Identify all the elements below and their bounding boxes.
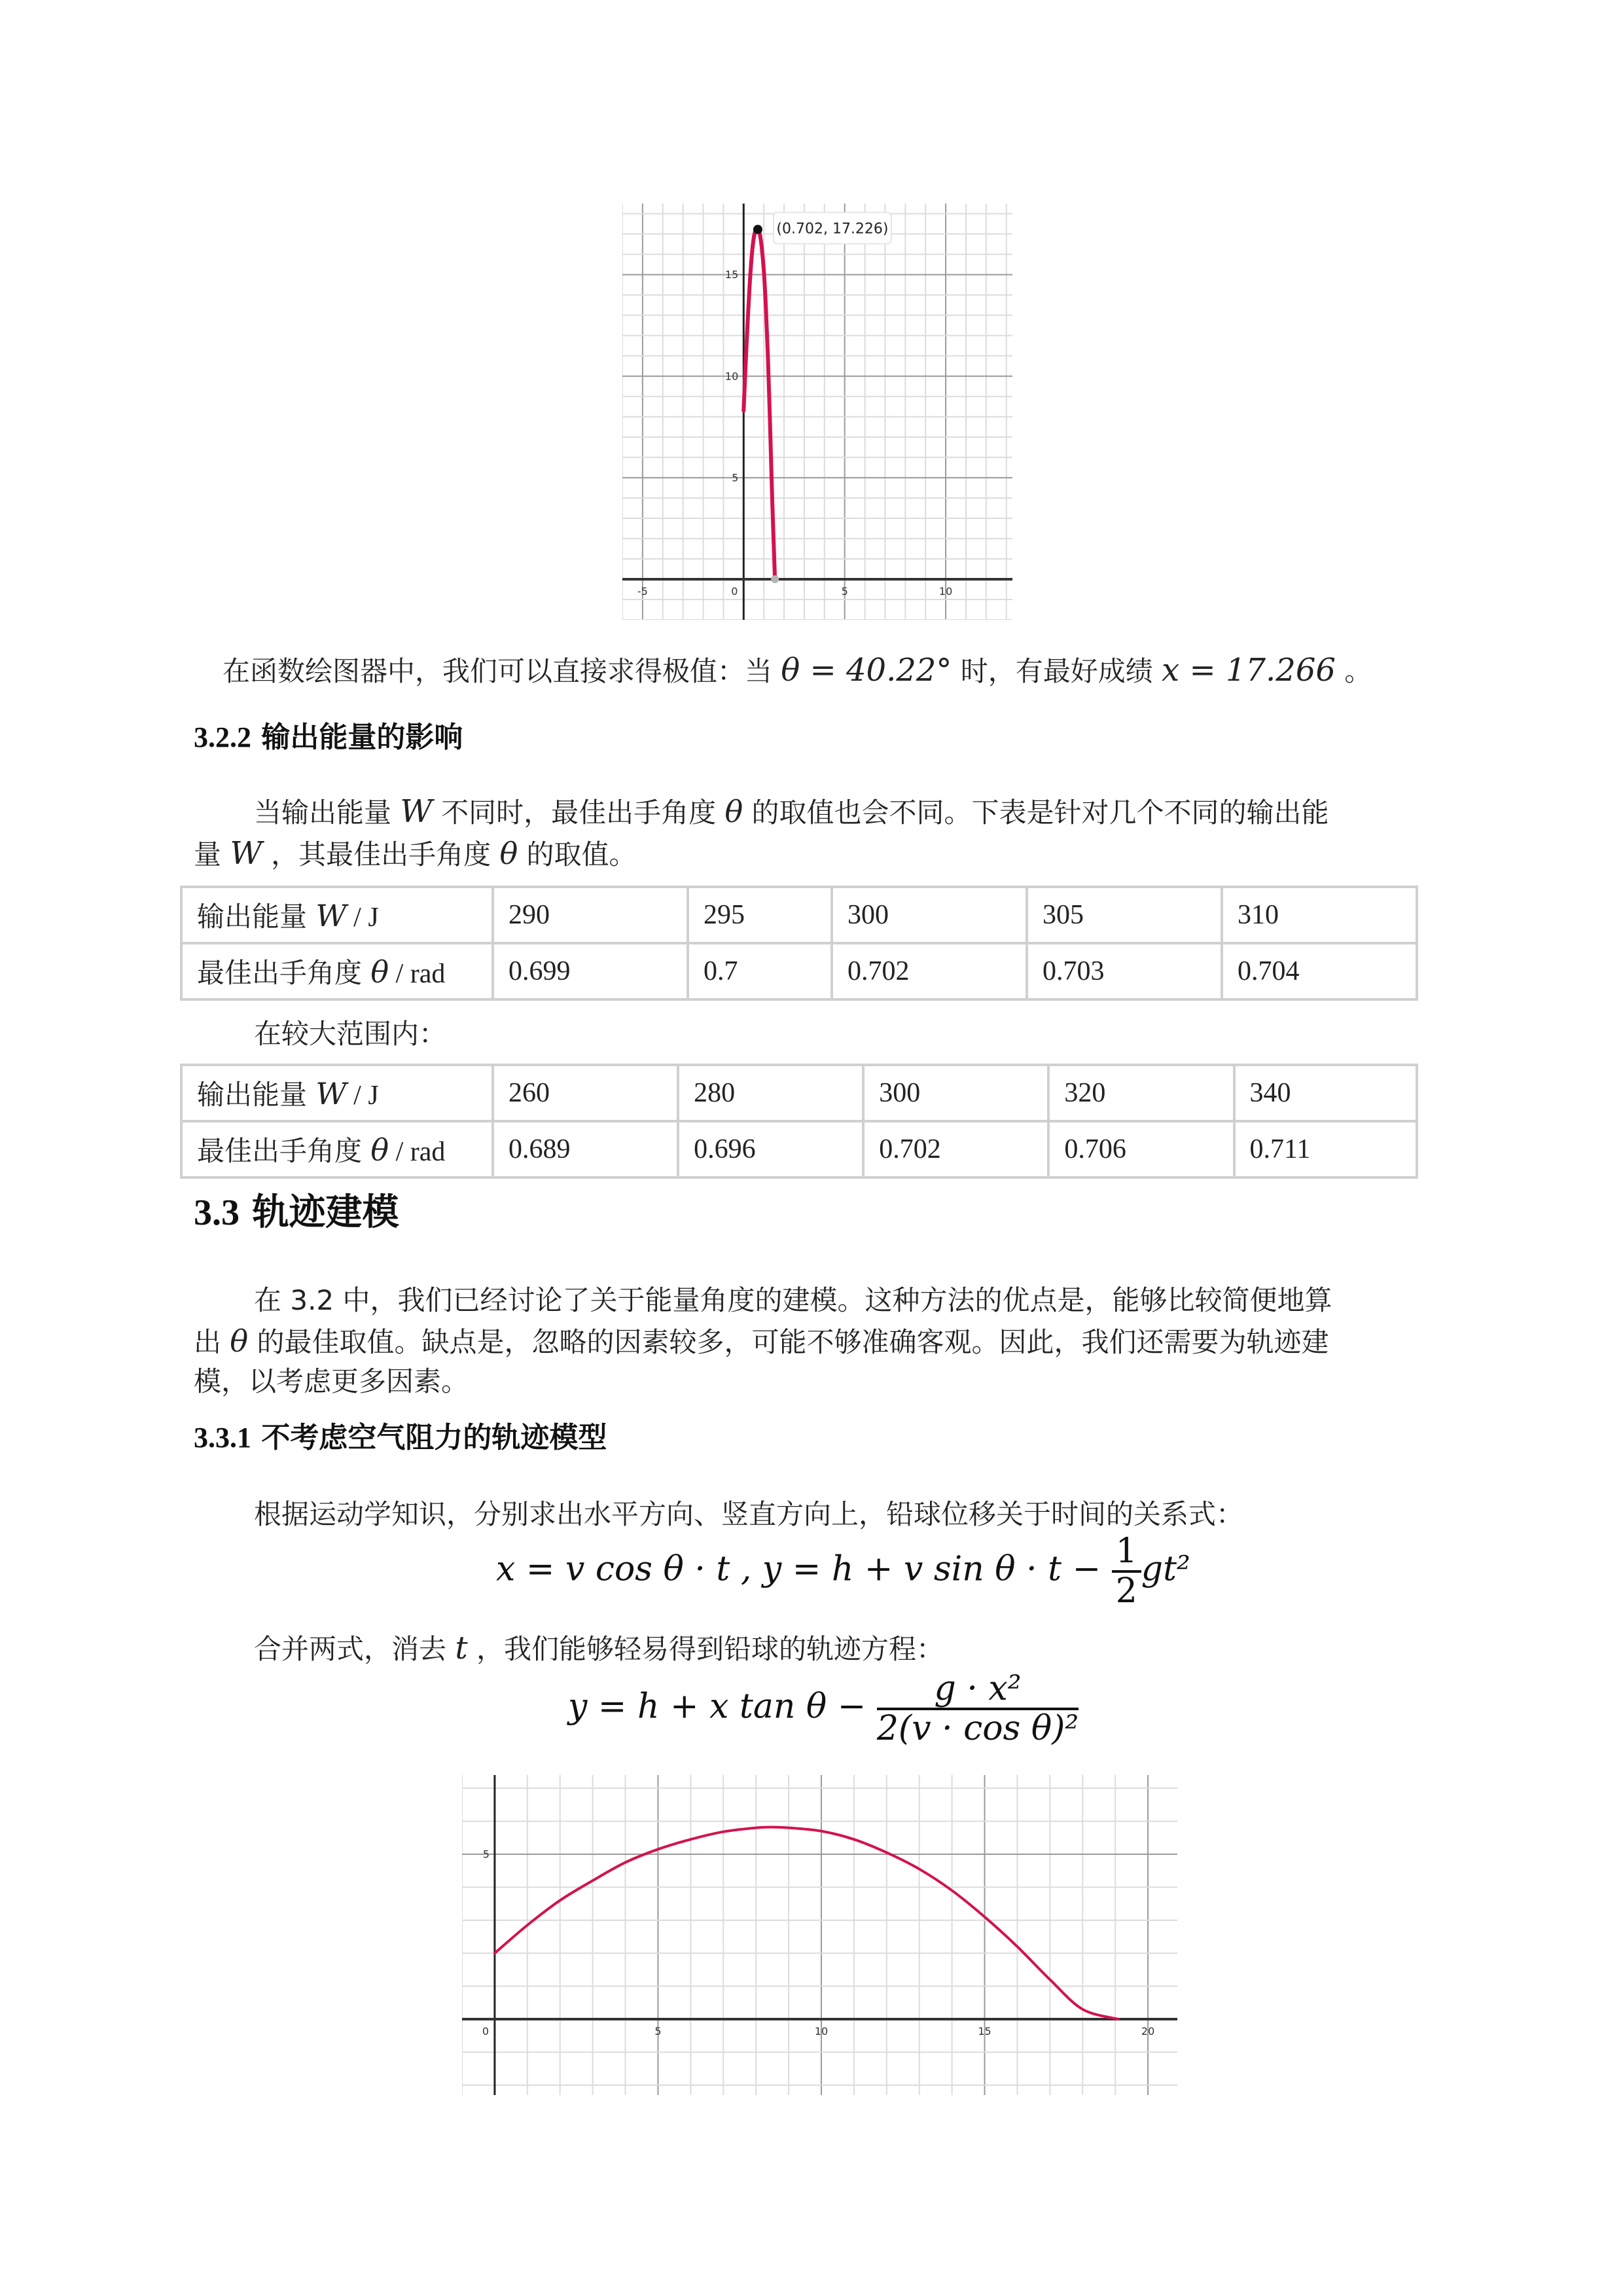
extremum-sentence [223,649,1372,692]
math-symbol-theta: θ [499,836,518,871]
extremum-text-before: 在函数绘图器中，我们可以直接求得极值：当 [223,655,773,687]
extremum-text-after: 。 [1344,655,1372,687]
energy-angle-table-narrow [180,886,1418,1001]
math-symbol-theta: θ [724,794,743,829]
trajectory-chart [462,1775,1177,2095]
row-label-energy: 输出能量 W / J [181,887,493,943]
table-cell: 0.702 [832,943,1027,999]
text-span: ，其最佳出手角度 [271,838,491,870]
kinematics-formula [496,1533,1190,1610]
paragraph-line [194,1320,1329,1363]
section-title: 不考虑空气阻力的轨迹模型 [261,1421,607,1454]
trajectory-formula [568,1670,1079,1748]
y-tick-label: 15 [724,268,739,281]
formula-left: y = h + x tan θ − [568,1687,866,1727]
table-cell: 300 [832,887,1027,943]
math-symbol-theta: θ [230,1323,249,1359]
paragraph-line: 模，以考虑更多因素。 [194,1365,469,1397]
section-number: 3.3 [194,1193,240,1233]
paragraph-line: 在 3.2 中，我们已经讨论了关于能量角度的建模。这种方法的优点是，能够比较简便地算 [254,1284,1332,1316]
table-cell: 295 [688,887,832,943]
math-symbol-theta: θ [370,954,389,990]
table-cell: 310 [1222,887,1417,943]
extremum-text-middle: 时，有最好成绩 [960,655,1153,687]
x-tick-label: 0 [482,2025,490,2038]
text-span: 的最佳取值。缺点是，忽略的因素较多，可能不够准确客观。因此，我们还需要为轨迹建 [257,1326,1329,1358]
table-cell: 0.702 [863,1121,1048,1177]
x-tick-label: 10 [938,584,953,598]
row-label-energy: 输出能量 W / J [181,1065,493,1121]
section-heading-3-3 [194,1183,399,1236]
text-span: 量 [194,838,222,870]
math-symbol-t: t [455,1630,468,1666]
table-cell: 300 [863,1065,1048,1121]
table-cell: 0.706 [1048,1121,1234,1177]
table-cell: 0.699 [493,943,688,999]
fraction-one-half [1112,1533,1141,1610]
x-tick-label: 5 [654,2025,662,2038]
table-cell: 260 [493,1065,678,1121]
larger-range-label: 在较大范围内： [254,1018,447,1050]
text-span: 合并两式，消去 [254,1633,447,1665]
table-cell: 320 [1048,1065,1234,1121]
fraction-numerator: 1 [1112,1533,1141,1573]
table-row-energy [181,1065,1417,1121]
table-cell: 0.689 [493,1121,678,1177]
energy-angle-table-wide [180,1064,1418,1179]
section-title: 轨迹建模 [252,1191,399,1234]
paragraph-line [194,833,637,876]
text-span: 出 [194,1326,222,1358]
table-cell: 0.704 [1222,943,1417,999]
x-tick-label: -5 [637,584,648,598]
table-row-angle [181,943,1417,999]
section-heading-3-2-2 [194,713,463,755]
x-tick-label: 0 [731,584,738,598]
row-label-angle: 最佳出手角度 θ / rad [181,943,493,999]
root-point-marker [771,575,779,583]
section-number: 3.3.1 [194,1422,251,1454]
math-symbol-W: W [315,898,347,933]
math-symbol-W: W [400,793,433,830]
section-title: 输出能量的影响 [261,721,463,754]
y-tick-label: 10 [724,370,739,383]
paragraph-line: 根据运动学知识，分别求出水平方向、竖直方向上，铅球位移关于时间的关系式： [254,1498,1244,1530]
math-symbol-W: W [315,1076,347,1111]
table-cell: 0.696 [678,1121,863,1177]
table-cell: 0.703 [1027,943,1222,999]
fraction-denominator: 2 [1115,1571,1137,1611]
max-point-marker [753,225,762,234]
row-label-angle: 最佳出手角度 θ / rad [181,1121,493,1177]
math-symbol-theta: θ [370,1132,389,1168]
table-cell: 0.7 [688,943,832,999]
text-span: 的取值。 [526,838,637,870]
trajectory-fraction [877,1670,1079,1748]
series-line [495,1827,1118,2019]
text-span: ，我们能够轻易得到铅球的轨迹方程： [476,1633,944,1665]
table-cell: 280 [678,1065,863,1121]
math-symbol-W: W [230,835,262,872]
table-cell: 340 [1234,1065,1418,1121]
point-tooltip-label: (0.702, 17.226) [776,221,889,238]
y-tick-label: 5 [482,1848,490,1861]
fraction-numerator: g · x² [877,1670,1079,1710]
table-row-energy [181,887,1417,943]
x-tick-label: 5 [841,584,848,598]
fraction-denominator: 2(v · cos θ)² [876,1709,1079,1749]
table-cell: 305 [1027,887,1222,943]
table-cell: 290 [493,887,688,943]
extremum-angle-math: θ = 40.22° [781,652,952,689]
text-span: 的取值也会不同。下表是针对几个不同的输出能 [751,797,1329,829]
table-cell: 0.711 [1234,1121,1418,1177]
section-heading-3-3-1 [194,1414,607,1456]
text-span: 不同时，最佳出手角度 [441,797,717,829]
paragraph-line [254,1627,944,1670]
formula-right: gt² [1141,1549,1190,1589]
x-tick-label: 10 [814,2025,829,2038]
y-tick-label: 5 [732,471,739,484]
extremum-distance-math: x = 17.266 [1162,652,1336,689]
x-tick-label: 20 [1141,2025,1155,2038]
section-number: 3.2.2 [194,721,251,753]
x-tick-label: 15 [978,2025,991,2038]
series-line [743,229,775,579]
paragraph-line [254,791,1329,834]
angle-distance-chart [622,204,1012,620]
text-span: 当输出能量 [254,797,392,829]
formula-left: x = v cos θ · t , y = h + v sin θ · t − [496,1549,1101,1589]
table-row-angle [181,1121,1417,1177]
